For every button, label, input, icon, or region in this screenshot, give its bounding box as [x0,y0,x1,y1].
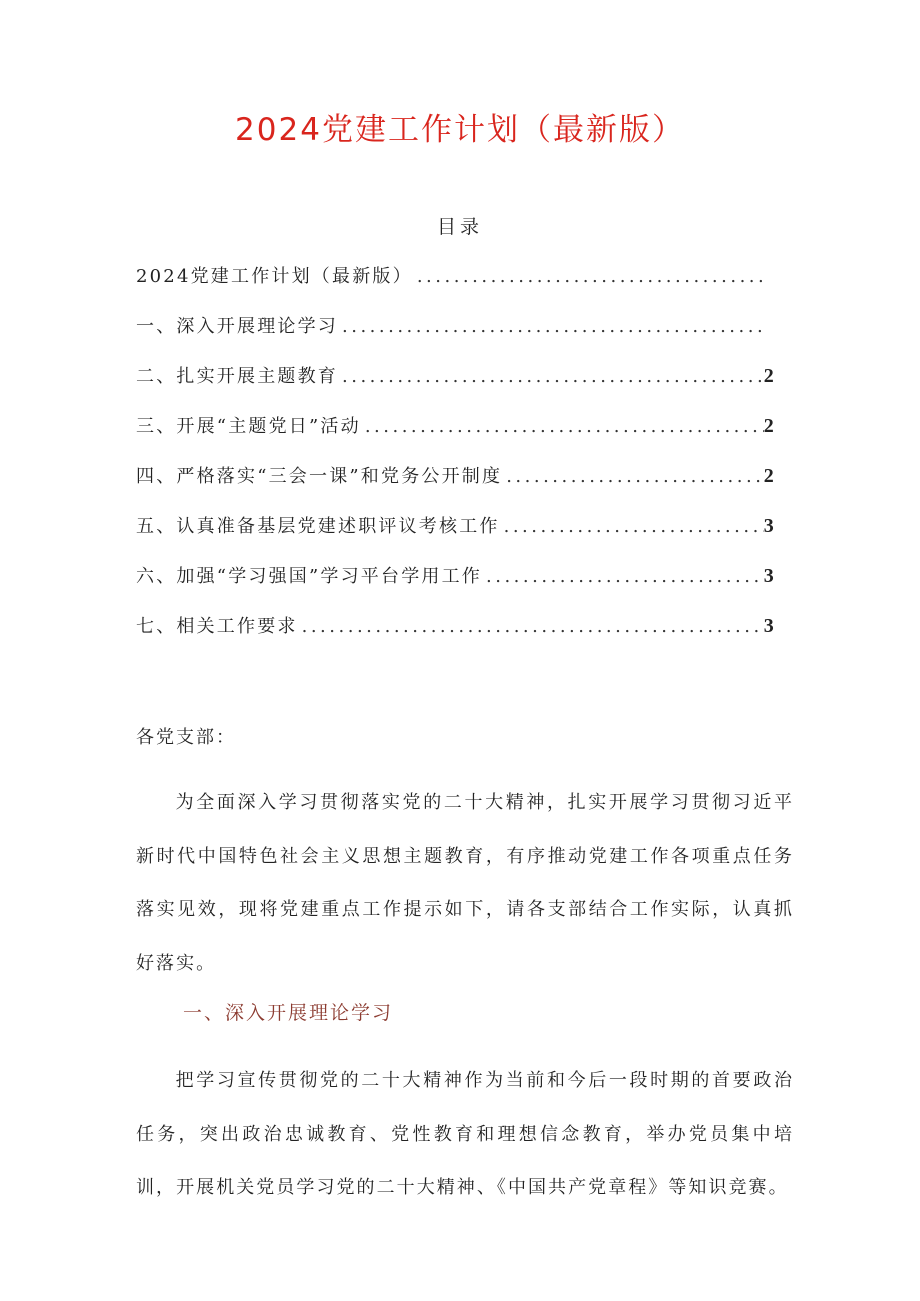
toc-entry-page: 3 [763,515,776,537]
intro-paragraph: 为全面深入学习贯彻落实党的二十大精神，扎实开展学习贯彻习近平新时代中国特色社会主义思想主题教育，有序推动党建工作各项重点任务落实见效，现将党建重点工作提示如下，请各支部结合工作实际，认真抓好落实。 [136,792,794,974]
toc-entry[interactable] [136,362,776,412]
section-paragraph: 把学习宣传贯彻党的二十大精神作为当前和今后一段时期的首要政治任务，突出政治忠诚教育、党性教育和理想信念教育，举办党员集中培训，开展机关党员学习党的二十大精神、《中国共产党章程》等知识竞赛。 [136,1070,794,1198]
table-of-contents [136,262,776,662]
toc-leader-dots [338,316,764,337]
toc-entry-page: 2 [763,415,776,437]
toc-entry[interactable] [136,412,776,462]
toc-entry[interactable] [136,262,776,312]
toc-entry-label: 四、严格落实“三会一课”和党务公开制度 [136,466,503,487]
toc-entry-page: 3 [763,615,776,637]
toc-entry[interactable] [136,562,776,612]
toc-entry[interactable] [136,512,776,562]
toc-heading: 目录 [436,216,483,238]
toc-entry-page: 2 [763,365,776,387]
toc-entry-label: 二、扎实开展主题教育 [136,366,338,387]
toc-entry-label: 七、相关工作要求 [136,616,298,637]
toc-entry-page: 3 [763,565,776,587]
toc-entry-page: 2 [763,465,776,487]
toc-entry-label: 一、深入开展理论学习 [136,316,338,337]
toc-entry[interactable] [136,612,776,662]
document-title: 2024党建工作计划（最新版） [235,112,685,148]
toc-leader-dots [502,466,764,487]
toc-entry-label: 三、开展“主题党日”活动 [136,416,361,437]
toc-leader-dots [482,566,764,587]
toc-entry-label: 六、加强“学习强国”学习平台学用工作 [136,566,483,587]
section-heading: 一、深入开展理论学习 [183,1002,394,1024]
toc-leader-dots [500,516,764,537]
toc-entry-label: 五、认真准备基层党建述职评议考核工作 [136,516,500,537]
toc-entry[interactable] [136,462,776,512]
toc-entry-label: 2024党建工作计划（最新版） [136,266,413,287]
toc-leader-dots [298,616,764,637]
salutation: 各党支部： [136,727,236,748]
toc-leader-dots [361,416,764,437]
toc-leader-dots [413,266,764,287]
toc-entry[interactable] [136,312,776,362]
toc-leader-dots [338,366,764,387]
